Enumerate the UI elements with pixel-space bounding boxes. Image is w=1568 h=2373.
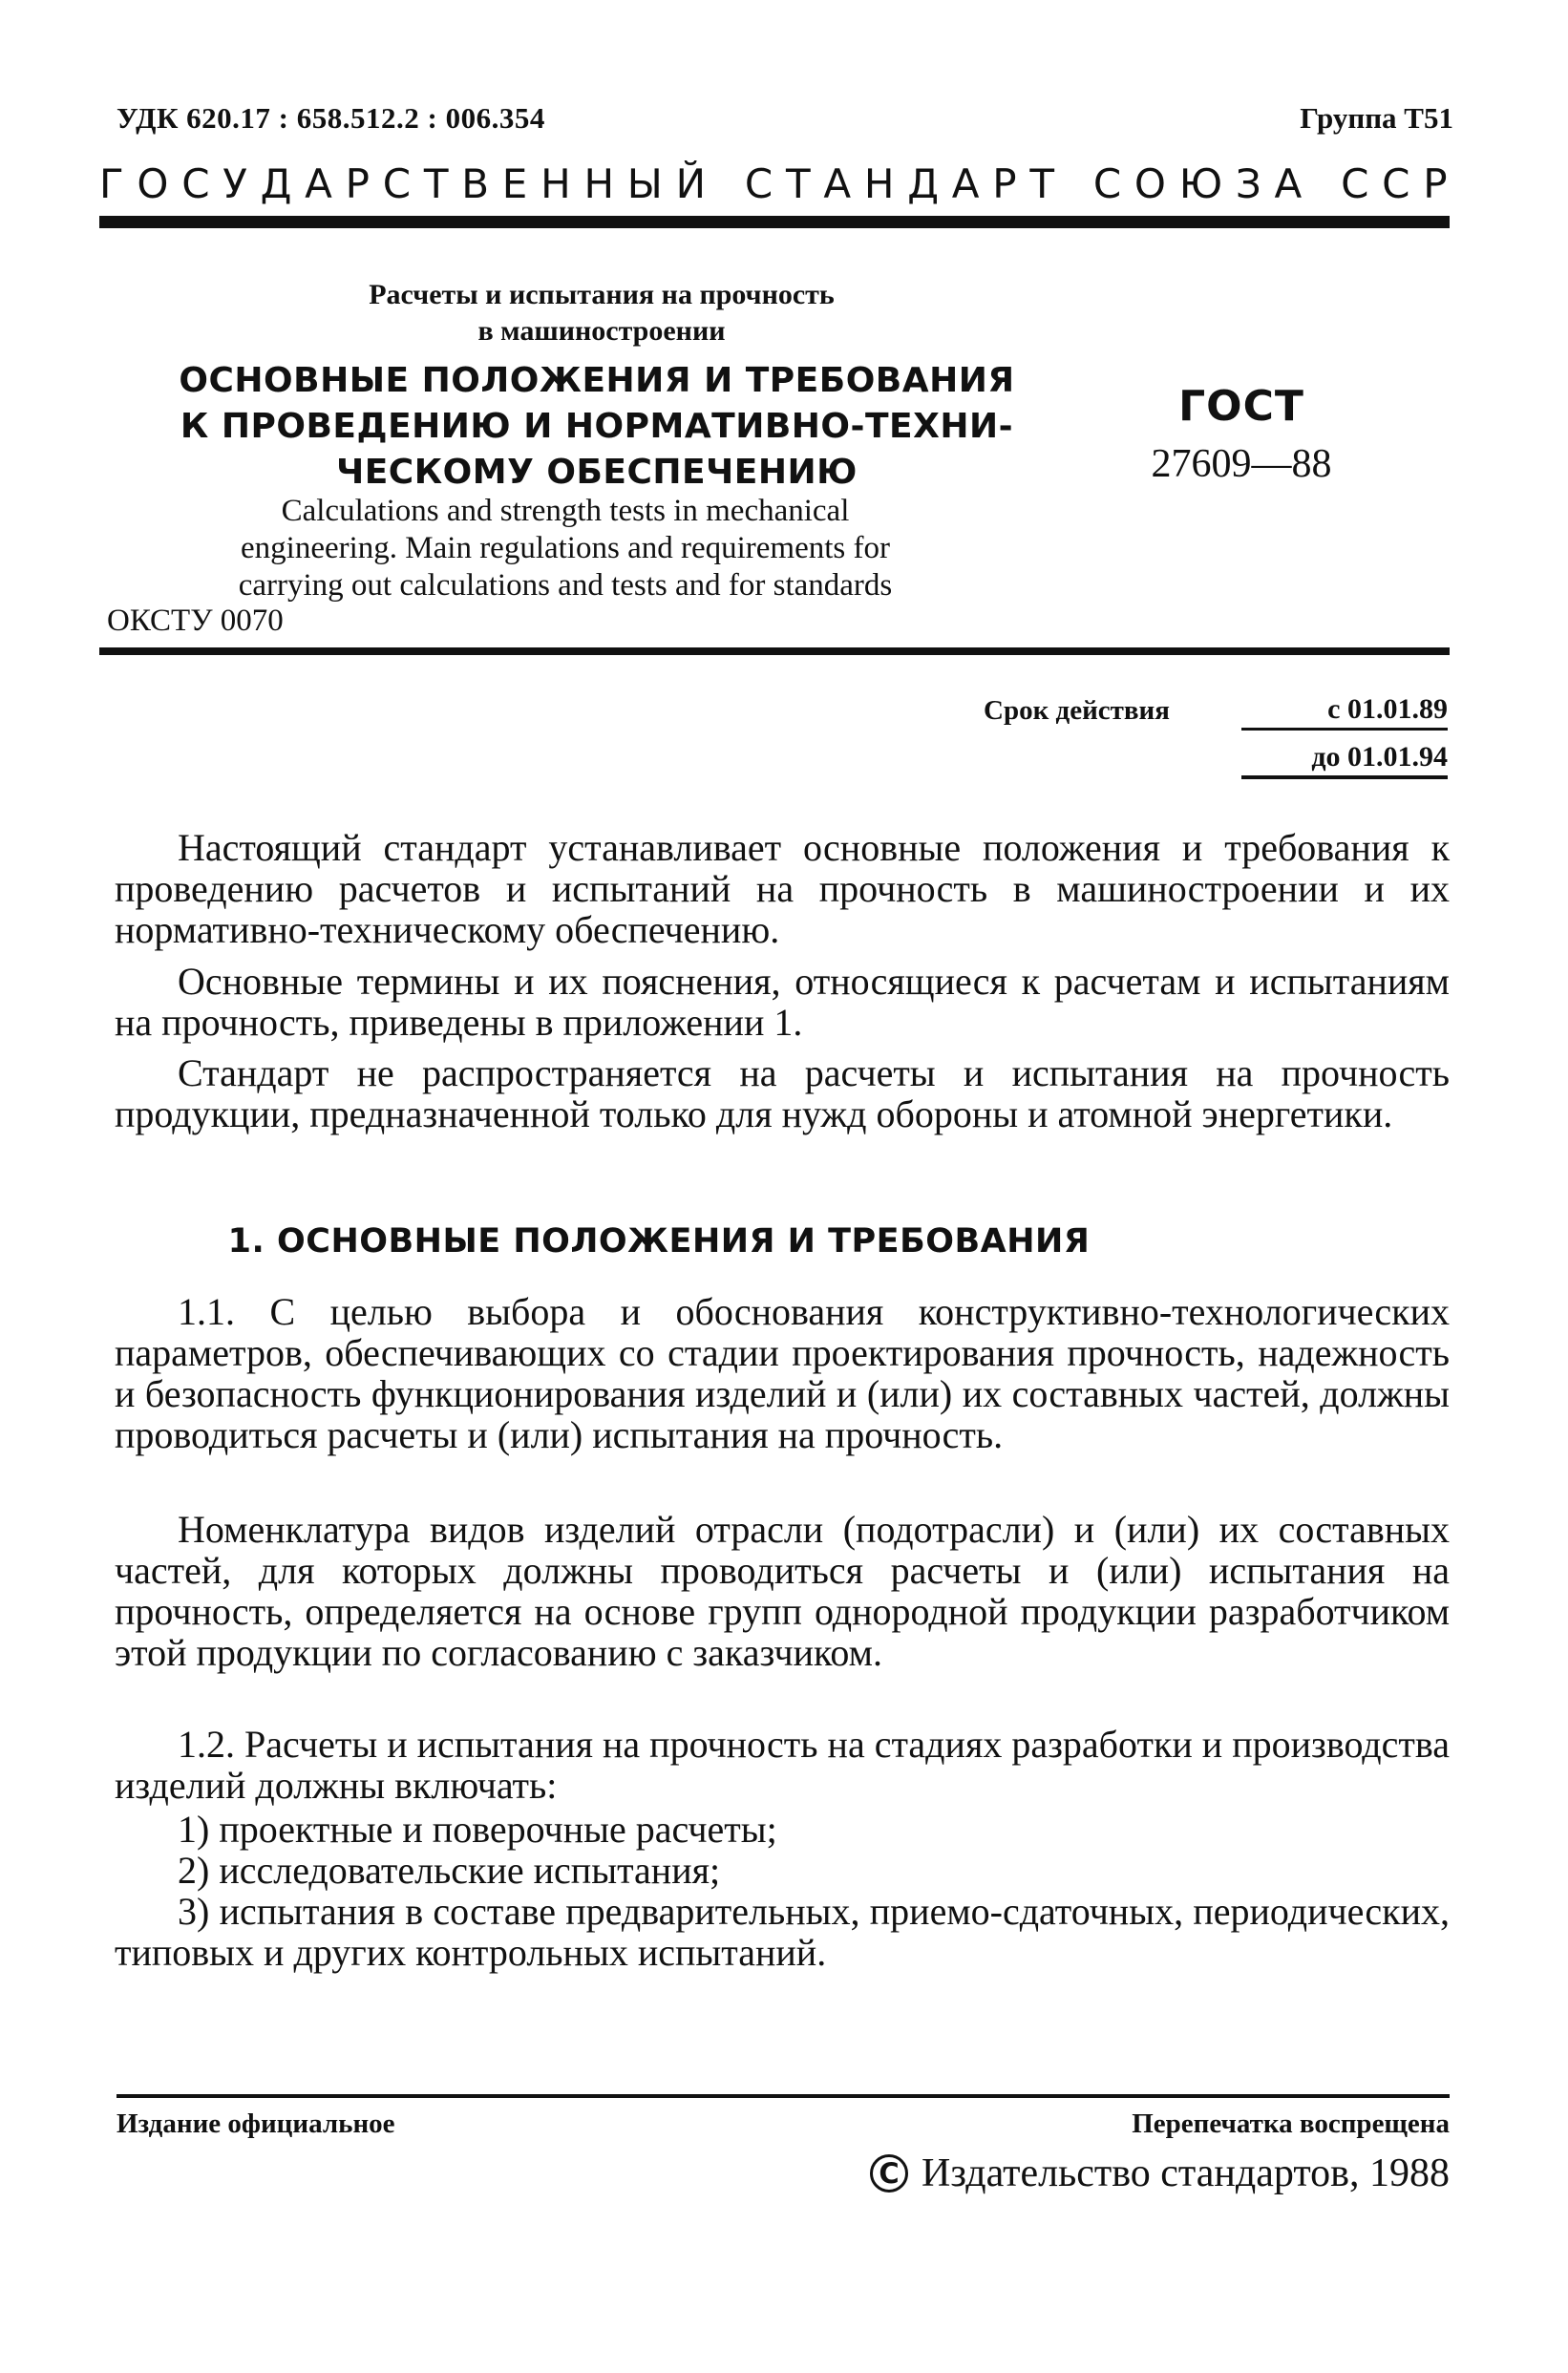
oksty-code: ОКСТУ 0070: [107, 604, 284, 638]
heading-letter: Д: [260, 160, 292, 207]
footer-rule: [117, 2094, 1450, 2098]
document-title: [115, 358, 1079, 496]
heading-letter: О: [137, 160, 169, 207]
heading-letter: [719, 160, 731, 207]
list-item: 1) проектные и поверочные расчеты;: [178, 1808, 777, 1851]
heading-letter: Р: [992, 160, 1017, 207]
document-subtitle: [239, 277, 964, 350]
paragraph-text: Настоящий стандарт устанавливает основные положения и требования к проведению расчетов и испытаний на прочность в машиностроении и их нормативно-техническому обеспечению.: [115, 826, 1450, 951]
paragraph: [115, 961, 1450, 1043]
copyright-line: [870, 2151, 1450, 2196]
title-line: ЧЕСКОМУ ОБЕСПЕЧЕНИЮ: [336, 453, 858, 492]
official-edition-label: Издание официальное: [117, 2108, 395, 2139]
heading-letter: А: [823, 160, 852, 207]
english-title-line: engineering. Main regulations and requirements for: [241, 531, 890, 565]
paragraph-text: Основные термины и их пояснения, относящиеся к расчетам и испытаниям на прочность, приведены в приложении 1.: [115, 960, 1450, 1044]
state-standard-heading: [99, 160, 1448, 207]
paragraph: [115, 1509, 1450, 1673]
heading-letter: Е: [501, 160, 528, 207]
english-title-line: Calculations and strength tests in mechanical: [281, 494, 850, 528]
heading-letter: Н: [863, 160, 895, 207]
paragraph: [115, 1052, 1450, 1134]
title-line: К ПРОВЕДЕНИЮ И НОРМАТИВНО-ТЕХНИ-: [180, 407, 1014, 446]
paragraph-text: 1.2. Расчеты и испытания на прочность на стадиях разработки и производства изделий должны включать:: [115, 1723, 1450, 1807]
paragraph: [115, 1724, 1450, 1806]
paragraph: [115, 827, 1450, 950]
heading-letter: Н: [583, 160, 615, 207]
heading-letter: С: [181, 160, 210, 207]
heading-letter: Т: [423, 160, 449, 207]
section-heading: 1. ОСНОВНЫЕ ПОЛОЖЕНИЯ И ТРЕБОВАНИЯ: [227, 1222, 1091, 1261]
heading-letter: [1315, 160, 1327, 207]
english-title-line: carrying out calculations and tests and for standards: [238, 568, 893, 603]
paragraph: [115, 1291, 1450, 1455]
heading-letter: С: [1341, 160, 1369, 207]
udk-code: УДК 620.17 : 658.512.2 : 006.354: [117, 101, 545, 135]
heading-letter: Т: [785, 160, 811, 207]
heading-letter: Р: [345, 160, 370, 207]
heading-letter: С: [744, 160, 773, 207]
list-item: [115, 1891, 1450, 1973]
publisher-name: Издательство стандартов, 1988: [922, 2151, 1450, 2195]
heading-letter: У: [222, 160, 247, 207]
list-item: 2) исследовательские испытания;: [178, 1849, 721, 1892]
heading-letter: А: [1274, 160, 1303, 207]
validity-from: с 01.01.89: [1241, 693, 1448, 731]
heading-letter: [1068, 160, 1080, 207]
paragraph-text: 1.1. С целью выбора и обоснования конструктивно-технологических параметров, обеспечивающих со стадии проектирования прочность, надежность и безопасность функционирования изделий и (или) их составных частей, должны проводиться расчеты и (или) испытания на прочность.: [115, 1290, 1450, 1456]
list-item-text: 3) испытания в составе предварительных, приемо-сдаточных, периодических, типовых и других контрольных испытаний.: [115, 1890, 1450, 1974]
heading-letter: Р: [1423, 160, 1448, 207]
top-rule: [99, 216, 1450, 228]
heading-letter: С: [1382, 160, 1410, 207]
validity-label: Срок действия: [984, 695, 1170, 726]
heading-letter: Ы: [626, 160, 663, 207]
subtitle-line: в машиностроении: [477, 315, 726, 347]
title-block-rule: [99, 647, 1450, 655]
title-line: ОСНОВНЫЕ ПОЛОЖЕНИЯ И ТРЕБОВАНИЯ: [179, 361, 1015, 400]
paragraph-text: Стандарт не распространяется на расчеты и испытания на прочность продукции, предназначенной только для нужд обороны и атомной энергетики.: [115, 1051, 1450, 1135]
heading-letter: Д: [907, 160, 939, 207]
heading-letter: В: [461, 160, 490, 207]
gost-number: 27609—88: [1151, 442, 1332, 486]
heading-letter: А: [951, 160, 980, 207]
heading-letter: А: [305, 160, 332, 207]
copyright-icon: C: [870, 2154, 908, 2193]
reprint-prohibited-label: Перепечатка воспрещена: [1132, 2108, 1450, 2139]
heading-letter: Й: [675, 160, 707, 207]
heading-letter: Н: [540, 160, 571, 207]
subtitle-line: Расчеты и испытания на прочность: [369, 279, 835, 310]
gost-label: ГОСТ: [1178, 382, 1304, 431]
heading-letter: Т: [1029, 160, 1054, 207]
group-code: Группа Т51: [1300, 101, 1453, 135]
validity-to: до 01.01.94: [1241, 741, 1448, 779]
heading-letter: Г: [99, 160, 124, 207]
heading-letter: С: [1092, 160, 1122, 207]
english-title: [107, 493, 1024, 604]
heading-letter: Ю: [1178, 160, 1223, 207]
paragraph-text: Номенклатура видов изделий отрасли (подотрасли) и (или) их составных частей, для которых должны проводиться расчеты и (или) испытания на прочность, определяется на основе групп однородной продукции разработчиком этой продукции по согласованию с заказчиком.: [115, 1508, 1450, 1674]
heading-letter: О: [1134, 160, 1166, 207]
heading-letter: С: [382, 160, 412, 207]
heading-letter: З: [1235, 160, 1261, 207]
